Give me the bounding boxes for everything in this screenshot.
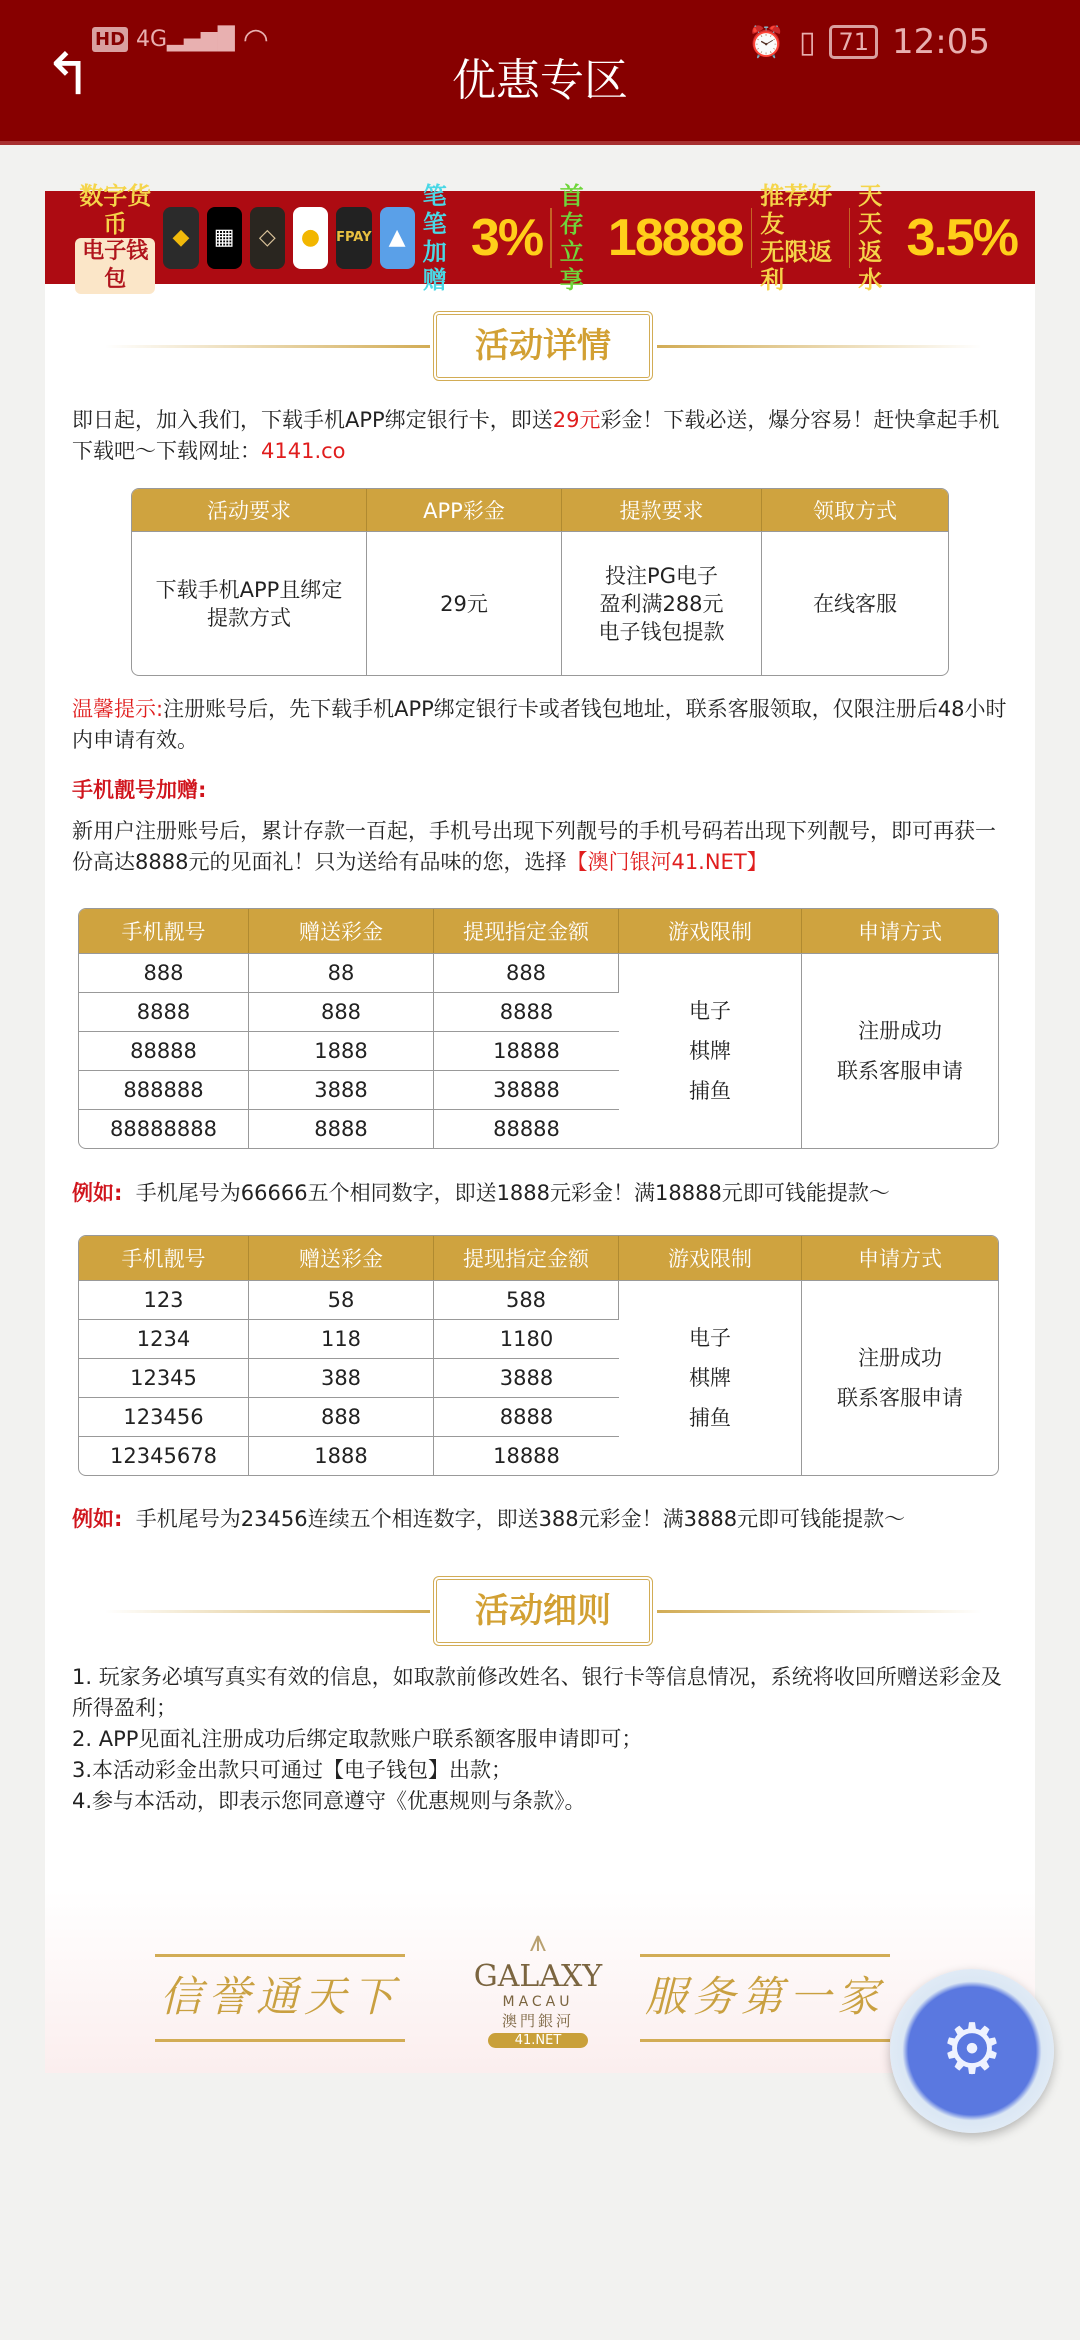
divider bbox=[550, 208, 552, 268]
banner-text: 推荐好友 bbox=[760, 181, 833, 238]
rule-item: 2. APP见面礼注册成功后绑定取款账户联系额客服申请即可； bbox=[72, 1727, 643, 1751]
banner-text: 3% bbox=[470, 208, 543, 267]
slogan-right: 服务第一家 bbox=[645, 1972, 886, 2021]
column-header: APP彩金 bbox=[367, 489, 562, 531]
table-row bbox=[79, 1280, 998, 1319]
divider bbox=[105, 1610, 430, 1613]
download-link[interactable]: 4141.co bbox=[261, 439, 346, 463]
table-cell: 3888 bbox=[434, 1358, 619, 1397]
banner-text: 加赠 bbox=[422, 237, 447, 294]
alarm-icon: ⏰ bbox=[747, 24, 785, 60]
okx-icon: ▦ bbox=[207, 207, 242, 269]
divider bbox=[751, 208, 753, 268]
example-1 bbox=[72, 1178, 1012, 1209]
section-badge: 活动详情 bbox=[433, 311, 653, 381]
brand-link: 【澳门银河41.NET】 bbox=[566, 850, 768, 874]
banner-text: 3.5% bbox=[906, 208, 1017, 267]
vibrate-icon: ▯ bbox=[798, 24, 816, 60]
table-cell: 388 bbox=[249, 1358, 434, 1397]
wifi-icon: ◠ bbox=[242, 22, 269, 57]
banner-text: 无限返利 bbox=[760, 237, 833, 294]
apply-method-cell: 注册成功 联系客服申请 bbox=[802, 953, 998, 1148]
rule-item: 3.本活动彩金出款只可通过【电子钱包】出款； bbox=[72, 1758, 513, 1782]
text: 手机尾号为23456连续五个相连数字，即送388元彩金！满3888元即可钱能提款～ bbox=[135, 1507, 906, 1531]
lucky-number-title: 手机靓号加赠: bbox=[72, 778, 207, 802]
table-cell: 3888 bbox=[249, 1070, 434, 1109]
divider bbox=[105, 345, 430, 348]
divider bbox=[849, 208, 851, 268]
table-cell: 8888 bbox=[434, 992, 619, 1031]
table-cell: 1888 bbox=[249, 1436, 434, 1475]
table-cell: 18888 bbox=[434, 1031, 619, 1070]
banner-text: 数字货币 bbox=[79, 181, 152, 238]
game-limit-cell: 电子 棋牌 捕鱼 bbox=[619, 953, 802, 1148]
table-cell: 88 bbox=[249, 953, 434, 992]
table-cell: 29元 bbox=[367, 531, 562, 675]
column-header: 领取方式 bbox=[762, 489, 948, 531]
table-cell: 888 bbox=[434, 953, 619, 992]
page-title: 优惠专区 bbox=[452, 55, 628, 106]
banner-text: 电子钱包 bbox=[75, 238, 155, 294]
table-cell: 88888888 bbox=[79, 1109, 249, 1148]
tip-label: 温馨提示: bbox=[72, 697, 164, 721]
battery-icon: 71 bbox=[829, 25, 878, 59]
binance-icon: ◆ bbox=[163, 207, 198, 269]
text: 彩金！下载必送，爆分容易！赶快拿起手机下载吧～下载网址： bbox=[72, 408, 1000, 463]
ornament bbox=[155, 2039, 405, 2042]
column-header: 申请方式 bbox=[802, 1236, 998, 1280]
promo-card bbox=[45, 181, 1035, 2073]
lucky-number-text bbox=[72, 816, 1012, 878]
apply-method-cell: 注册成功 联系客服申请 bbox=[802, 1280, 998, 1475]
table-cell: 123 bbox=[79, 1280, 249, 1319]
example-label: 例如: bbox=[72, 1181, 123, 1205]
banner-text: 18888 bbox=[607, 208, 743, 267]
table-cell: 在线客服 bbox=[762, 531, 948, 675]
banner-text: 首存 bbox=[559, 181, 584, 238]
wallet2-icon: ▲ bbox=[380, 207, 415, 269]
table-cell: 888888 bbox=[79, 1070, 249, 1109]
column-header: 提现指定金额 bbox=[434, 909, 619, 953]
clock: 12:05 bbox=[892, 22, 990, 62]
table-cell: 888 bbox=[249, 1397, 434, 1436]
table-cell: 888 bbox=[249, 992, 434, 1031]
example-2 bbox=[72, 1504, 1012, 1535]
example-label: 例如: bbox=[72, 1507, 123, 1531]
hd-icon: HD bbox=[92, 27, 128, 52]
table-cell: 投注PG电子 盈利满288元 电子钱包提款 bbox=[562, 531, 762, 675]
rules-list bbox=[72, 1662, 1012, 1817]
table-cell: 12345 bbox=[79, 1358, 249, 1397]
divider bbox=[657, 345, 982, 348]
table-cell: 8888 bbox=[249, 1109, 434, 1148]
gears-icon[interactable]: ⚙ bbox=[890, 1969, 1054, 2133]
lucky-number-table-sequential bbox=[78, 1235, 999, 1476]
table-cell: 8888 bbox=[434, 1397, 619, 1436]
table-cell: 1180 bbox=[434, 1319, 619, 1358]
app-bonus-table bbox=[131, 488, 949, 676]
text: 注册账号后，先下载手机APP绑定银行卡或者钱包地址，联系客服领取，仅限注册后48小时内申请有效。 bbox=[72, 697, 1007, 752]
slogan-left: 信誉通天下 bbox=[160, 1972, 401, 2021]
rule-item: 4.参与本活动，即表示您同意遵守《优惠规则与条款》。 bbox=[72, 1789, 586, 1813]
promo-banner[interactable] bbox=[45, 181, 1035, 294]
wallet-icon: ◇ bbox=[250, 207, 285, 269]
table-cell: 588 bbox=[434, 1280, 619, 1319]
fpay-icon: FPAY bbox=[336, 207, 371, 269]
game-limit-cell: 电子 棋牌 捕鱼 bbox=[619, 1280, 802, 1475]
column-header: 提现指定金额 bbox=[434, 1236, 619, 1280]
banner-text: 天天 bbox=[858, 181, 883, 238]
text: 手机尾号为66666五个相同数字，即送1888元彩金！满18888元即可钱能提款～ bbox=[135, 1181, 890, 1205]
column-header: 赠送彩金 bbox=[249, 1236, 434, 1280]
column-header: 赠送彩金 bbox=[249, 909, 434, 953]
table-cell: 888 bbox=[79, 953, 249, 992]
section-badge: 活动细则 bbox=[433, 1576, 653, 1646]
table-cell: 38888 bbox=[434, 1070, 619, 1109]
section-title-rules bbox=[45, 1576, 1035, 1646]
text: 即日起，加入我们，下载手机APP绑定银行卡，即送 bbox=[72, 408, 553, 432]
app-header bbox=[0, 0, 1080, 145]
column-header: 手机靓号 bbox=[79, 1236, 249, 1280]
table-cell: 88888 bbox=[434, 1109, 619, 1148]
divider bbox=[657, 1610, 982, 1613]
table-cell: 1234 bbox=[79, 1319, 249, 1358]
table-cell: 123456 bbox=[79, 1397, 249, 1436]
warm-tip bbox=[72, 694, 1012, 756]
gold-icon: ● bbox=[293, 207, 328, 269]
ornament bbox=[155, 1954, 405, 1957]
lucky-number-table-same-digits bbox=[78, 908, 999, 1149]
column-header: 手机靓号 bbox=[79, 909, 249, 953]
table-cell: 88888 bbox=[79, 1031, 249, 1070]
column-header: 活动要求 bbox=[132, 489, 367, 531]
bonus-amount: 29元 bbox=[552, 408, 601, 432]
section-title-details bbox=[45, 311, 1035, 381]
table-cell: 8888 bbox=[79, 992, 249, 1031]
back-arrow-icon[interactable]: ↰ bbox=[44, 40, 93, 108]
text: 新用户注册账号后，累计存款一百起，手机号出现下列靓号的手机号码若出现下列靓号，即可再获一份高达8888元的见面礼！只为送给有品味的您，选择 bbox=[72, 819, 996, 874]
banner-text: 立享 bbox=[559, 237, 584, 294]
column-header: 游戏限制 bbox=[619, 1236, 802, 1280]
table-row bbox=[79, 953, 998, 992]
table-cell: 下载手机APP且绑定提款方式 bbox=[132, 531, 367, 675]
table-cell: 18888 bbox=[434, 1436, 619, 1475]
ornament bbox=[640, 2039, 890, 2042]
table-cell: 58 bbox=[249, 1280, 434, 1319]
table-cell: 1888 bbox=[249, 1031, 434, 1070]
rule-item: 1. 玩家务必填写真实有效的信息，如取款前修改姓名、银行卡等信息情况，系统将收回所赠送彩金及所得盈利； bbox=[72, 1665, 1002, 1720]
intro-text bbox=[72, 405, 1012, 467]
column-header: 提款要求 bbox=[562, 489, 762, 531]
galaxy-logo: ⩚ GALAXY MACAU 澳門銀河 41.NET bbox=[473, 1924, 603, 2048]
ornament bbox=[640, 1954, 890, 1957]
banner-text: 返水 bbox=[858, 237, 883, 294]
column-header: 游戏限制 bbox=[619, 909, 802, 953]
table-cell: 118 bbox=[249, 1319, 434, 1358]
table-cell: 12345678 bbox=[79, 1436, 249, 1475]
signal-icon: 4G▂▄▆█ bbox=[136, 27, 235, 52]
footer-branding bbox=[45, 1924, 1035, 2064]
banner-text: 笔笔 bbox=[422, 181, 447, 238]
column-header: 申请方式 bbox=[802, 909, 998, 953]
